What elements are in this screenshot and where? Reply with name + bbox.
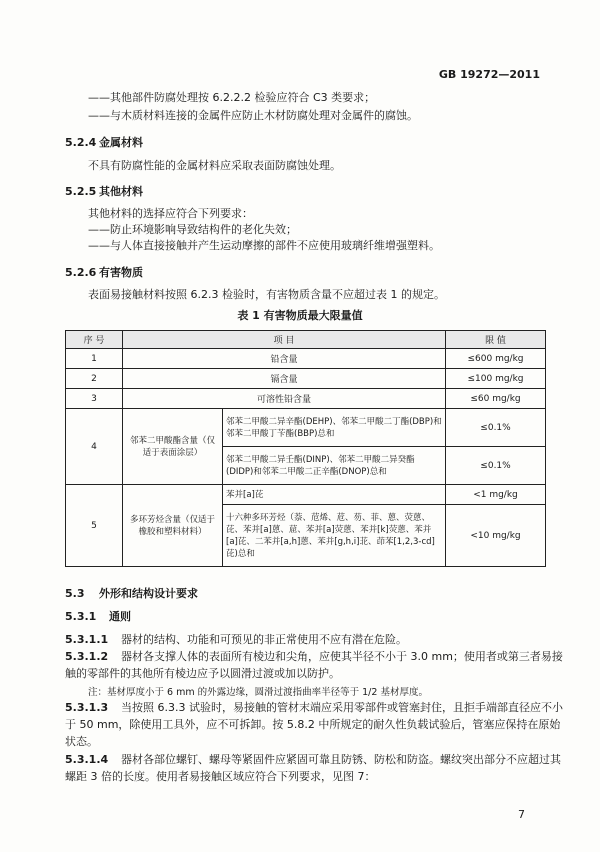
- clause-number: 5.3.1.4: [65, 753, 109, 766]
- row-limit: ≤0.1%: [446, 409, 546, 447]
- section-5-2-5-line-2: ——防止环境影响导致结构件的老化失效；: [88, 223, 297, 236]
- table-1: [65, 330, 546, 567]
- clause-5-3-1-4: [65, 752, 561, 767]
- table-row: [66, 389, 546, 409]
- section-number: 5.3.1: [65, 610, 97, 623]
- section-5-2-5-line-1: 其他材料的选择应符合下列要求：: [88, 207, 253, 220]
- row-no: 4: [66, 409, 123, 485]
- section-title: 金属材料: [99, 136, 143, 149]
- clause-number: 5.3.1.2: [65, 650, 109, 663]
- section-5-2-5-heading: [65, 183, 143, 199]
- row-no: 1: [66, 349, 123, 369]
- section-number: 5.2.5: [65, 185, 97, 198]
- row-group: 多环芳烃含量（仅适于橡胶和塑料材料）: [123, 485, 223, 567]
- clause-5-3-1-3-line-2: 于 50 mm，除使用工具外，应不可拆卸。按 5.8.2 中所规定的耐久性负载试验后，管塞应保持在原始: [65, 718, 561, 731]
- section-5-3-1-heading: [65, 608, 131, 624]
- table-row: [66, 349, 546, 369]
- section-number: 5.3: [65, 587, 85, 600]
- section-title: 有害物质: [99, 266, 143, 279]
- section-5-2-5-line-3: ——与人体直接接触并产生运动摩擦的部件不应使用玻璃纤维增强塑料。: [88, 239, 440, 252]
- clause-5-3-1-3: [65, 700, 563, 715]
- row-subitem: 十六种多环芳烃（萘、苊烯、苊、芴、菲、蒽、荧蒽、芘、苯并[a]蒽、䓛、苯并[a]荧蒽、苯并[k]荧蒽、苯并[a]芘、二苯并[a,h]蒽、苯并[g,h,i]苝、茚苯[1,2,3-cd]芘)总和: [223, 505, 446, 567]
- clause-5-3-1-2: [65, 649, 563, 664]
- table-row: [66, 369, 546, 389]
- table-1-caption: 表 1 有害物质最大限量值: [237, 309, 363, 322]
- row-item: 镉含量: [123, 369, 446, 389]
- row-limit: ≤100 mg/kg: [446, 369, 546, 389]
- section-number: 5.2.6: [65, 266, 97, 279]
- row-limit: ≤600 mg/kg: [446, 349, 546, 369]
- clause-5-3-1-2-line-2: 触的零部件的其他所有棱边应予以圆滑过渡或加以防护。: [65, 667, 340, 680]
- intro-line-2: ——与木质材料连接的金属件应防止木材防腐处理对金属件的腐蚀。: [88, 109, 418, 122]
- clause-text: 器材各支撑人体的表面所有棱边和尖角，应使其半径不小于 3.0 mm；使用者或第三者易接: [121, 650, 563, 663]
- section-title: 其他材料: [99, 185, 143, 198]
- section-title: 外形和结构设计要求: [99, 587, 198, 600]
- header-no: 序 号: [66, 331, 123, 349]
- header-item: 项 目: [123, 331, 446, 349]
- section-5-3-heading: [65, 585, 198, 601]
- row-subitem: 邻苯二甲酸二异辛酯(DEHP)、邻苯二甲酸二丁酯(DBP)和邻苯二甲酸丁苄酯(BBP)总和: [223, 409, 446, 447]
- row-item: 可溶性铅含量: [123, 389, 446, 409]
- header-limit: 限 值: [446, 331, 546, 349]
- clause-text: 当按照 6.3.3 试验时，易接触的管材末端应采用零部件或管塞封住，且拒手端部直径应不小: [121, 701, 563, 714]
- clause-5-3-1-2-note: 注：基材厚度小于 6 mm 的外露边缘，圆滑过渡指曲率半径等于 1/2 基材厚度。: [88, 687, 428, 698]
- row-limit: ≤60 mg/kg: [446, 389, 546, 409]
- clause-5-3-1-1: [65, 632, 407, 647]
- clause-text: 器材各部位螺钉、螺母等紧固件应紧固可靠且防锈、防松和防盗。螺纹突出部分不应超过其: [121, 753, 561, 766]
- row-no: 3: [66, 389, 123, 409]
- section-title: 通则: [109, 610, 131, 623]
- standard-code: GB 19272—2011: [438, 68, 540, 81]
- clause-text: 器材的结构、功能和可预见的非正常使用不应有潜在危险。: [121, 633, 407, 646]
- row-group: 邻苯二甲酸酯含量（仅适于表面涂层）: [123, 409, 223, 485]
- clause-number: 5.3.1.1: [65, 633, 109, 646]
- row-limit: <10 mg/kg: [446, 505, 546, 567]
- intro-line-1: ——其他部件防腐处理按 6.2.2.2 检验应符合 C3 类要求；: [88, 91, 376, 104]
- section-5-2-6-heading: [65, 264, 143, 280]
- section-5-2-4-heading: [65, 134, 143, 150]
- section-number: 5.2.4: [65, 136, 97, 149]
- section-5-2-4-text: 不具有防腐性能的金属材料应采取表面防腐蚀处理。: [88, 159, 341, 172]
- section-5-2-6-text: 表面易接触材料按照 6.2.3 检验时，有害物质含量不应超过表 1 的规定。: [88, 288, 445, 301]
- table-row: [66, 409, 546, 447]
- clause-number: 5.3.1.3: [65, 701, 109, 714]
- table-row: [66, 485, 546, 505]
- row-subitem: 苯并[a]芘: [223, 485, 446, 505]
- clause-5-3-1-3-line-3: 状态。: [65, 735, 98, 748]
- row-no: 5: [66, 485, 123, 567]
- clause-5-3-1-4-line-2: 螺距 3 倍的长度。使用者易接触区域应符合下列要求，见图 7：: [65, 770, 376, 783]
- row-limit: <1 mg/kg: [446, 485, 546, 505]
- page-number: 7: [518, 808, 525, 821]
- row-subitem: 邻苯二甲酸二异壬酯(DINP)、邻苯二甲酸二异癸酯(DIDP)和邻苯二甲酸二正辛酯(DNOP)总和: [223, 447, 446, 485]
- row-limit: ≤0.1%: [446, 447, 546, 485]
- row-no: 2: [66, 369, 123, 389]
- row-item: 铅含量: [123, 349, 446, 369]
